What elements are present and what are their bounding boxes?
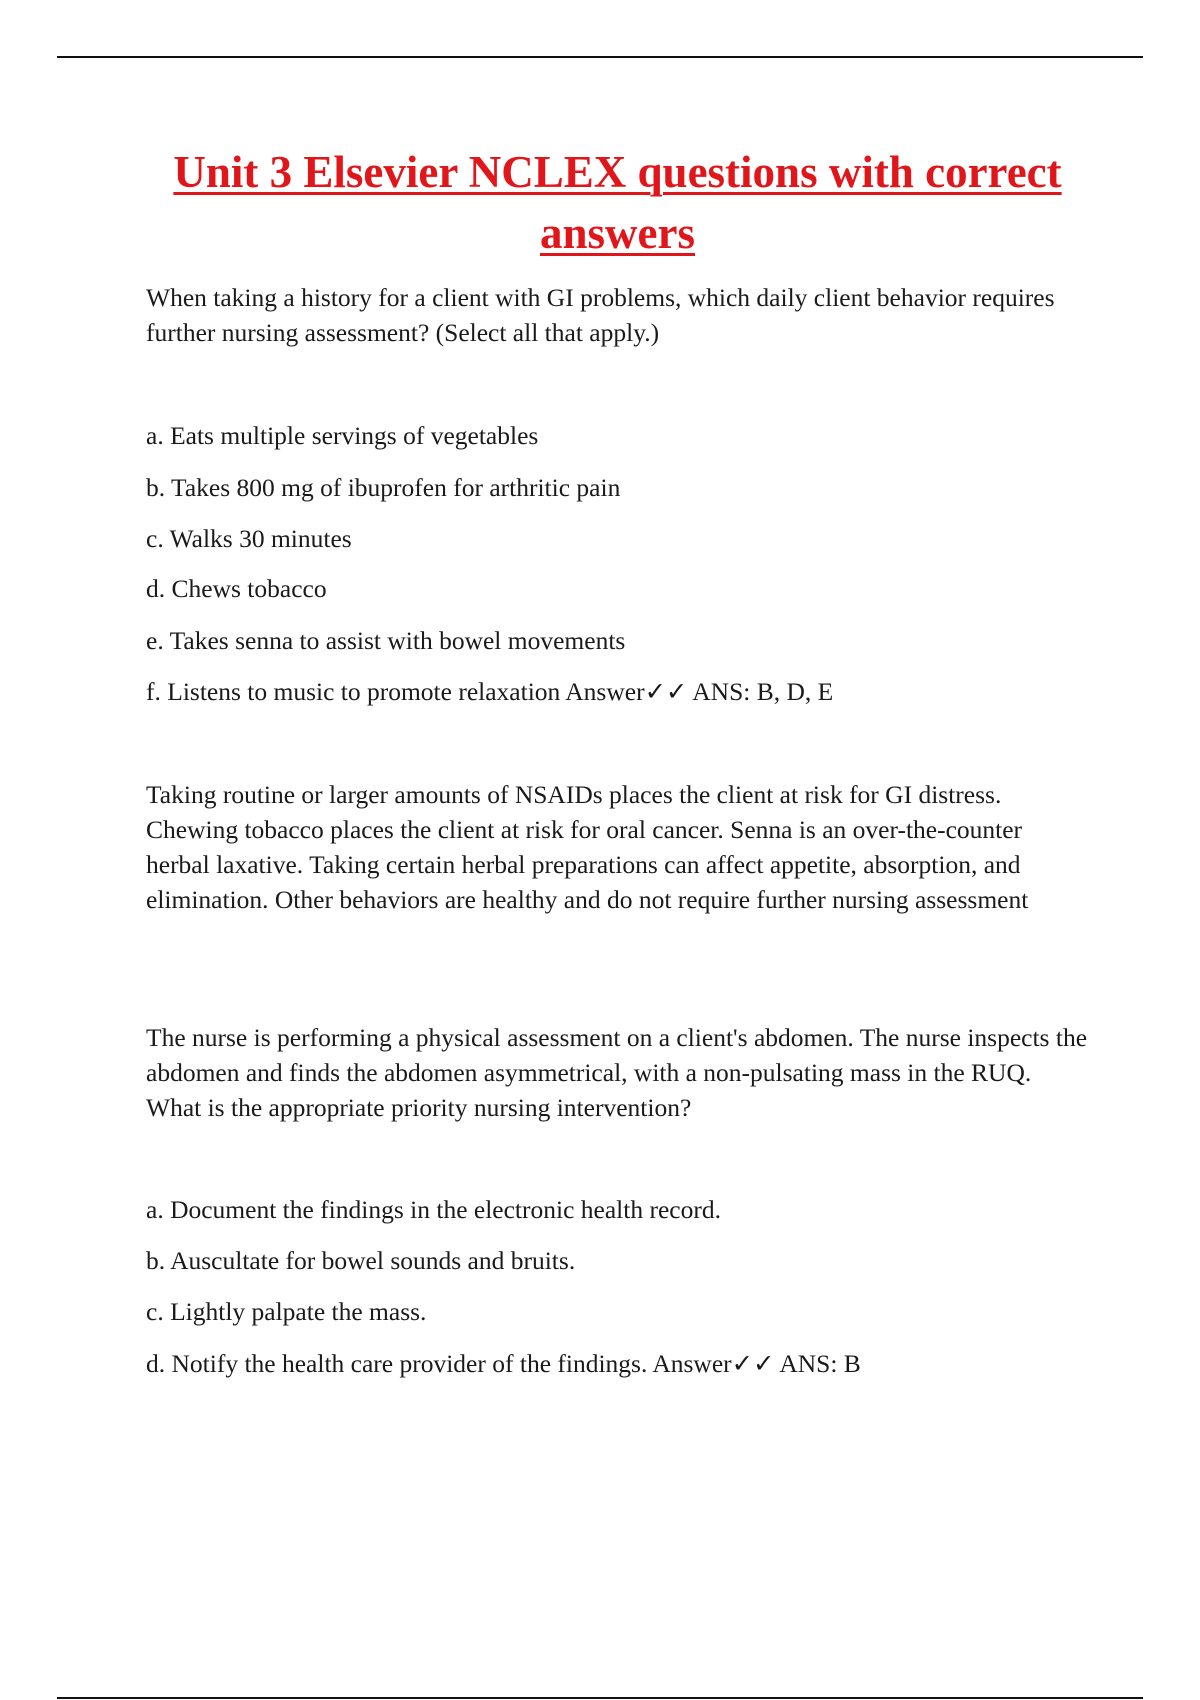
question-1-rationale: Taking routine or larger amounts of NSAIDs places the client at risk for GI distress. Chewing tobacco places the client at risk for oral cancer. Senna is an over-the-counter herbal laxative. Taking certain herbal preparations can affect appetite, absorption, and elimination. Other behaviors are healthy and do not require further nursing assessment [146,780,1029,914]
question-2-option-d-answer: d. Notify the health care provider of the findings. Answer✓✓ ANS: B [146,1349,861,1378]
question-1-option-c: c. Walks 30 minutes [146,524,352,553]
question-1-option-f-answer: f. Listens to music to promote relaxation Answer✓✓ ANS: B, D, E [146,677,834,706]
question-2-option-c: c. Lightly palpate the mass. [146,1297,427,1326]
question-2-stem: The nurse is performing a physical assessment on a client's abdomen. The nurse inspects the abdomen and finds the abdomen asymmetrical, with a non-pulsating mass in the RUQ. What is the appropriate priority nursing intervention? [146,1023,1088,1122]
question-2-option-a: a. Document the findings in the electronic health record. [146,1195,721,1224]
question-1-option-d: d. Chews tobacco [146,574,327,603]
footer-rule [57,1697,1143,1699]
document-title: Unit 3 Elsevier NCLEX questions with correct answers [173,147,1062,258]
question-2-option-b: b. Auscultate for bowel sounds and bruits. [146,1246,576,1275]
question-1-stem: When taking a history for a client with GI problems, which daily client behavior requires further nursing assessment? (Select all that apply.) [146,283,1055,347]
question-1-option-a: a. Eats multiple servings of vegetables [146,421,539,450]
header-rule [57,56,1143,58]
question-1-option-e: e. Takes senna to assist with bowel movements [146,626,626,655]
question-1-option-b: b. Takes 800 mg of ibuprofen for arthritic pain [146,473,621,502]
